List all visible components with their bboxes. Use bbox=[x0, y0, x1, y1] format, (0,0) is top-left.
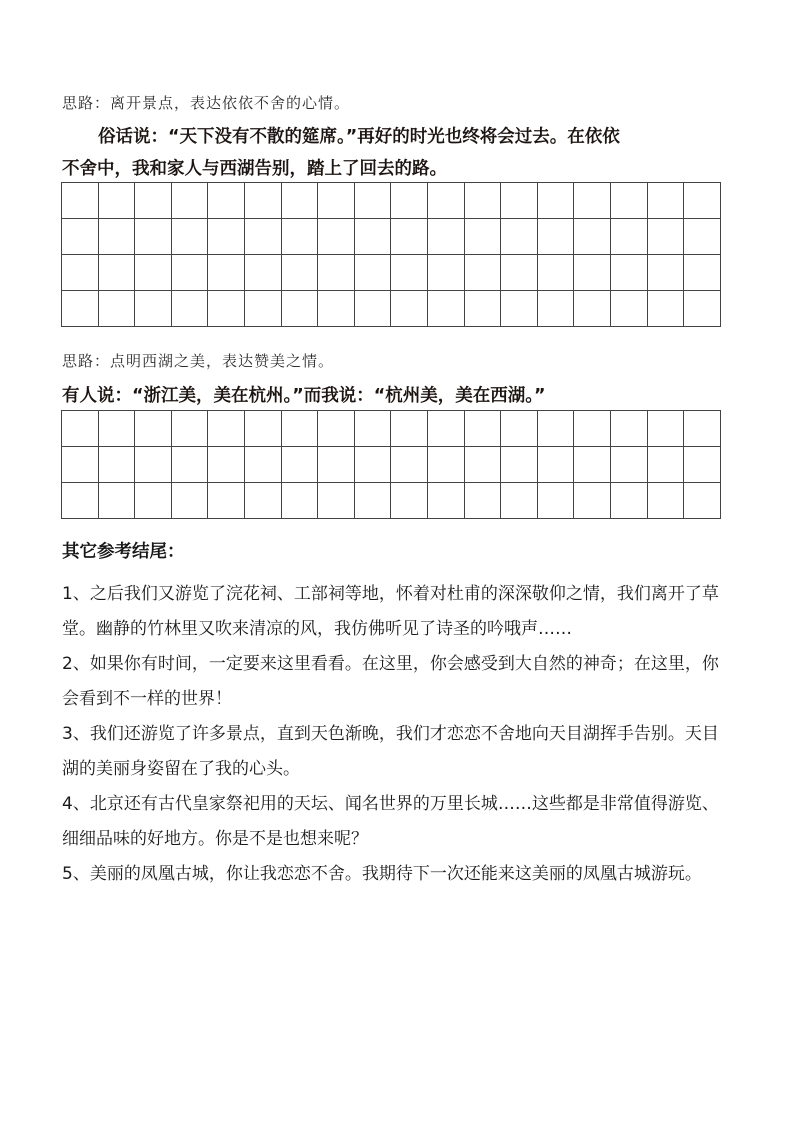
grid-cell[interactable] bbox=[574, 183, 611, 219]
grid-row bbox=[62, 447, 721, 483]
grid-cell[interactable] bbox=[354, 219, 391, 255]
grid-cell[interactable] bbox=[98, 483, 135, 519]
grid-cell[interactable] bbox=[537, 447, 574, 483]
grid-cell[interactable] bbox=[244, 219, 281, 255]
grid-cell[interactable] bbox=[354, 291, 391, 327]
grid-cell[interactable] bbox=[135, 183, 172, 219]
grid-cell[interactable] bbox=[647, 183, 684, 219]
grid-cell[interactable] bbox=[354, 183, 391, 219]
grid-cell[interactable] bbox=[464, 183, 501, 219]
grid-cell[interactable] bbox=[574, 291, 611, 327]
grid-cell[interactable] bbox=[208, 447, 245, 483]
grid-cell[interactable] bbox=[391, 411, 428, 447]
grid-cell[interactable] bbox=[427, 483, 464, 519]
grid-cell[interactable] bbox=[684, 411, 721, 447]
grid-cell[interactable] bbox=[281, 255, 318, 291]
example-paragraph-1-line-2: 不舍中，我和家人与西湖告别，踏上了回去的路。 bbox=[62, 159, 447, 179]
grid-cell[interactable] bbox=[537, 255, 574, 291]
ending-list bbox=[62, 577, 734, 892]
grid-cell[interactable] bbox=[244, 291, 281, 327]
grid-row bbox=[62, 291, 721, 327]
grid-row bbox=[62, 183, 721, 219]
grid-cell[interactable] bbox=[427, 183, 464, 219]
grid-cell[interactable] bbox=[647, 411, 684, 447]
ending-item-1: 1、之后我们又游览了浣花祠、工部祠等地，怀着对杜甫的深深敬仰之情，我们离开了草堂。幽静的竹林里又吹来清凉的风，我仿佛听见了诗圣的吟哦声…… bbox=[62, 584, 719, 639]
grid-cell[interactable] bbox=[354, 483, 391, 519]
grid-cell[interactable] bbox=[171, 291, 208, 327]
grid-cell[interactable] bbox=[318, 183, 355, 219]
grid-cell[interactable] bbox=[464, 411, 501, 447]
grid-cell[interactable] bbox=[610, 291, 647, 327]
grid-row bbox=[62, 483, 721, 519]
grid-cell[interactable] bbox=[281, 447, 318, 483]
grid-cell[interactable] bbox=[281, 219, 318, 255]
grid-cell[interactable] bbox=[647, 483, 684, 519]
grid-cell[interactable] bbox=[281, 483, 318, 519]
grid-cell[interactable] bbox=[208, 255, 245, 291]
grid-cell[interactable] bbox=[684, 255, 721, 291]
ending-item-2: 2、如果你有时间，一定要来这里看看。在这里，你会感受到大自然的神奇；在这里，你会看到不一样的世界！ bbox=[62, 654, 719, 709]
grid-cell[interactable] bbox=[610, 447, 647, 483]
grid-cell[interactable] bbox=[135, 483, 172, 519]
grid-cell[interactable] bbox=[427, 411, 464, 447]
grid-cell[interactable] bbox=[574, 255, 611, 291]
grid-cell[interactable] bbox=[391, 291, 428, 327]
grid-cell[interactable] bbox=[318, 411, 355, 447]
grid-cell[interactable] bbox=[537, 483, 574, 519]
grid-row bbox=[62, 255, 721, 291]
grid-cell[interactable] bbox=[391, 447, 428, 483]
grid-cell[interactable] bbox=[354, 255, 391, 291]
grid-cell[interactable] bbox=[427, 219, 464, 255]
ending-item-4: 4、北京还有古代皇家祭祀用的天坛、闻名世界的万里长城……这些都是非常值得游览、细细品味的好地方。你是不是也想来呢？ bbox=[62, 794, 719, 849]
grid-cell[interactable] bbox=[574, 447, 611, 483]
grid-cell[interactable] bbox=[98, 255, 135, 291]
grid-cell[interactable] bbox=[464, 255, 501, 291]
grid-cell[interactable] bbox=[647, 291, 684, 327]
other-endings-heading: 其它参考结尾： bbox=[62, 542, 185, 562]
ending-item-3: 3、我们还游览了许多景点，直到天色渐晚，我们才恋恋不舍地向天目湖挥手告别。天目湖的美丽身姿留在了我的心头。 bbox=[62, 724, 719, 779]
grid-cell[interactable] bbox=[684, 183, 721, 219]
grid-cell[interactable] bbox=[171, 219, 208, 255]
grid-cell[interactable] bbox=[647, 255, 684, 291]
grid-row bbox=[62, 411, 721, 447]
grid-cell[interactable] bbox=[98, 411, 135, 447]
grid-cell[interactable] bbox=[208, 219, 245, 255]
grid-cell[interactable] bbox=[610, 183, 647, 219]
grid-cell[interactable] bbox=[464, 447, 501, 483]
grid-cell[interactable] bbox=[208, 411, 245, 447]
grid-cell[interactable] bbox=[281, 291, 318, 327]
grid-cell[interactable] bbox=[98, 291, 135, 327]
grid-cell[interactable] bbox=[318, 483, 355, 519]
example-paragraph-1-line-1: 俗话说：“天下没有不散的筵席。”再好的时光也终将会过去。在依依 bbox=[98, 127, 620, 147]
grid-cell[interactable] bbox=[537, 183, 574, 219]
grid-cell[interactable] bbox=[391, 219, 428, 255]
grid-cell[interactable] bbox=[318, 291, 355, 327]
grid-cell[interactable] bbox=[171, 483, 208, 519]
grid-cell[interactable] bbox=[318, 219, 355, 255]
grid-cell[interactable] bbox=[537, 219, 574, 255]
grid-cell[interactable] bbox=[391, 255, 428, 291]
grid-cell[interactable] bbox=[171, 447, 208, 483]
grid-cell[interactable] bbox=[98, 183, 135, 219]
thought-note-2: 思路：点明西湖之美，表达赞美之情。 bbox=[62, 352, 335, 370]
grid-cell[interactable] bbox=[171, 183, 208, 219]
grid-cell[interactable] bbox=[62, 219, 99, 255]
grid-cell[interactable] bbox=[684, 447, 721, 483]
grid-cell[interactable] bbox=[427, 255, 464, 291]
grid-cell[interactable] bbox=[354, 447, 391, 483]
thought-note-1: 思路：离开景点，表达依依不舍的心情。 bbox=[62, 94, 351, 112]
example-paragraph-1 bbox=[62, 121, 727, 185]
grid-cell[interactable] bbox=[354, 411, 391, 447]
writing-grid-1[interactable] bbox=[61, 182, 721, 327]
grid-cell[interactable] bbox=[647, 219, 684, 255]
writing-grid-2[interactable] bbox=[61, 410, 721, 519]
grid-cell[interactable] bbox=[574, 219, 611, 255]
grid-cell[interactable] bbox=[281, 411, 318, 447]
grid-cell[interactable] bbox=[171, 255, 208, 291]
ending-item-5: 5、美丽的凤凰古城，你让我恋恋不舍。我期待下一次还能来这美丽的凤凰古城游玩。 bbox=[62, 864, 702, 884]
grid-cell[interactable] bbox=[647, 447, 684, 483]
grid-cell[interactable] bbox=[391, 183, 428, 219]
grid-cell[interactable] bbox=[244, 411, 281, 447]
grid-cell[interactable] bbox=[281, 183, 318, 219]
grid-cell[interactable] bbox=[610, 483, 647, 519]
grid-cell[interactable] bbox=[537, 291, 574, 327]
grid-cell[interactable] bbox=[610, 219, 647, 255]
grid-cell[interactable] bbox=[610, 255, 647, 291]
grid-cell[interactable] bbox=[501, 219, 538, 255]
grid-cell[interactable] bbox=[318, 255, 355, 291]
grid-cell[interactable] bbox=[464, 291, 501, 327]
grid-cell[interactable] bbox=[62, 447, 99, 483]
grid-cell[interactable] bbox=[684, 219, 721, 255]
grid-cell[interactable] bbox=[684, 483, 721, 519]
grid-cell[interactable] bbox=[244, 483, 281, 519]
grid-cell[interactable] bbox=[427, 291, 464, 327]
grid-cell[interactable] bbox=[574, 483, 611, 519]
grid-cell[interactable] bbox=[135, 291, 172, 327]
grid-cell[interactable] bbox=[135, 219, 172, 255]
grid-cell[interactable] bbox=[62, 183, 99, 219]
grid-cell[interactable] bbox=[501, 483, 538, 519]
grid-cell[interactable] bbox=[464, 219, 501, 255]
grid-cell[interactable] bbox=[574, 411, 611, 447]
grid-cell[interactable] bbox=[501, 183, 538, 219]
grid-cell[interactable] bbox=[135, 411, 172, 447]
grid-cell[interactable] bbox=[171, 411, 208, 447]
grid-cell[interactable] bbox=[208, 183, 245, 219]
grid-cell[interactable] bbox=[244, 447, 281, 483]
example-paragraph-2: 有人说：“浙江美，美在杭州。”而我说：“杭州美，美在西湖。” bbox=[62, 386, 546, 406]
grid-row bbox=[62, 219, 721, 255]
grid-cell[interactable] bbox=[427, 447, 464, 483]
grid-cell[interactable] bbox=[501, 291, 538, 327]
grid-cell[interactable] bbox=[318, 447, 355, 483]
grid-cell[interactable] bbox=[62, 291, 99, 327]
grid-cell[interactable] bbox=[501, 447, 538, 483]
grid-cell[interactable] bbox=[501, 411, 538, 447]
grid-cell[interactable] bbox=[208, 291, 245, 327]
grid-cell[interactable] bbox=[135, 255, 172, 291]
grid-cell[interactable] bbox=[208, 483, 245, 519]
grid-cell[interactable] bbox=[391, 483, 428, 519]
grid-cell[interactable] bbox=[244, 183, 281, 219]
grid-cell[interactable] bbox=[62, 483, 99, 519]
grid-cell[interactable] bbox=[62, 411, 99, 447]
grid-cell[interactable] bbox=[537, 411, 574, 447]
grid-cell[interactable] bbox=[464, 483, 501, 519]
grid-cell[interactable] bbox=[98, 219, 135, 255]
grid-cell[interactable] bbox=[135, 447, 172, 483]
grid-cell[interactable] bbox=[610, 411, 647, 447]
grid-cell[interactable] bbox=[684, 291, 721, 327]
grid-cell[interactable] bbox=[501, 255, 538, 291]
grid-cell[interactable] bbox=[98, 447, 135, 483]
grid-cell[interactable] bbox=[244, 255, 281, 291]
grid-cell[interactable] bbox=[62, 255, 99, 291]
